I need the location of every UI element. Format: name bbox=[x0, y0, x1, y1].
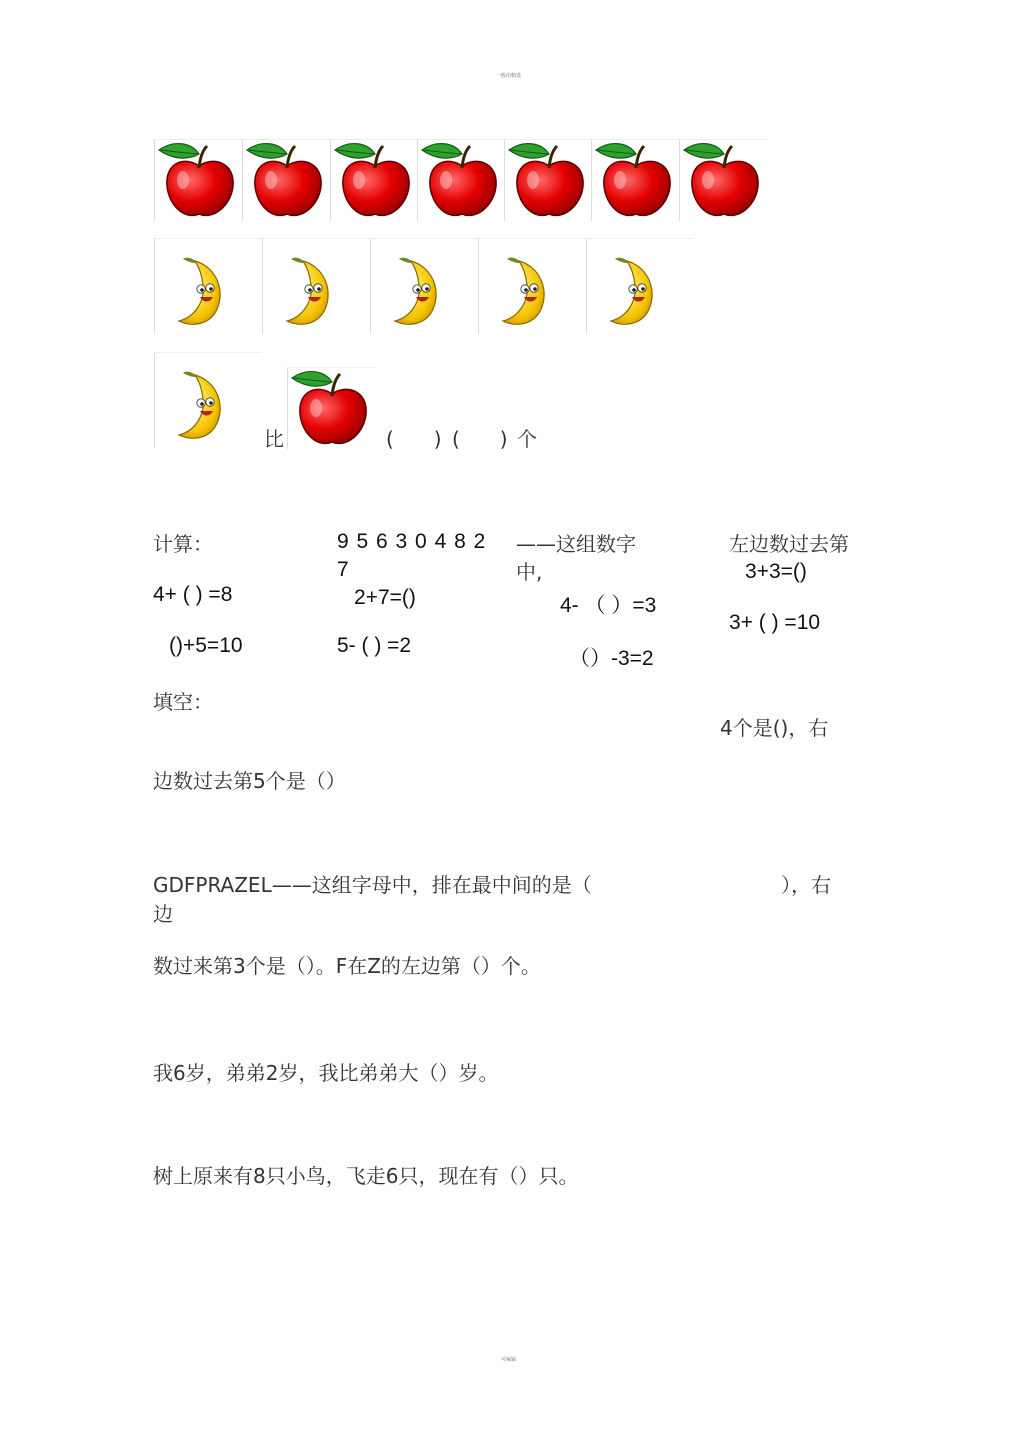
digits-line-1: 9 5 6 3 0 4 8 2 bbox=[337, 530, 487, 553]
banana-icon bbox=[262, 238, 370, 334]
banana-icon bbox=[478, 238, 586, 334]
apple-icon bbox=[154, 139, 242, 221]
apple-icon bbox=[330, 139, 418, 221]
equation-5: ()+5=10 bbox=[169, 634, 243, 657]
equation-4: 3+3=() bbox=[745, 560, 807, 583]
apple-icon bbox=[679, 139, 767, 221]
banana-icon bbox=[370, 238, 478, 334]
compare-blank-1: ( ) bbox=[386, 427, 442, 451]
banana-icon bbox=[154, 238, 262, 334]
apple-icon bbox=[417, 139, 505, 221]
letters-question-wrap: 边 bbox=[153, 902, 173, 926]
compare-apple-icon bbox=[287, 367, 375, 449]
compare-word: 比 bbox=[264, 427, 284, 451]
fill-line-continued: 边数过去第5个是（） bbox=[153, 769, 346, 793]
banana-icon bbox=[586, 238, 694, 334]
equation-7: （）-3=2 bbox=[569, 647, 654, 670]
apple-icon bbox=[242, 139, 330, 221]
fill-right-text: 4个是()，右 bbox=[720, 716, 829, 740]
digits-phrase-3: 左边数过去第 bbox=[729, 532, 849, 556]
compare-banana-icon bbox=[154, 352, 262, 448]
header-caption: 一般用精选 bbox=[496, 73, 522, 79]
letters-question-close: ），右 bbox=[781, 873, 831, 897]
letters-question-line-2: 数过来第3个是（）。F在Z的左边第（）个。 bbox=[153, 954, 541, 978]
digits-phrase-2: 中, bbox=[516, 560, 543, 584]
digits-phrase-1: ——这组数字 bbox=[516, 532, 636, 556]
age-question: 我6岁，弟弟2岁，我比弟弟大（）岁。 bbox=[153, 1061, 499, 1085]
equation-2: 2+7=() bbox=[354, 586, 416, 609]
footer-caption: 可编辑 bbox=[501, 1357, 517, 1363]
equation-3: 4- （ ）=3 bbox=[560, 594, 657, 617]
compare-unit: 个 bbox=[517, 427, 537, 451]
calc-label: 计算： bbox=[153, 532, 213, 556]
compare-blank-2: ( ) bbox=[452, 427, 508, 451]
letters-question: GDFPRAZEL——这组字母中，排在最中间的是（ bbox=[153, 873, 592, 897]
equation-6: 5- ( ) =2 bbox=[337, 634, 412, 657]
equation-8: 3+ ( ) =10 bbox=[729, 611, 821, 634]
digits-line-2: 7 bbox=[337, 558, 349, 581]
bird-question: 树上原来有8只小鸟，飞走6只，现在有（）只。 bbox=[153, 1164, 579, 1188]
apple-icon bbox=[504, 139, 592, 221]
fill-label: 填空： bbox=[153, 690, 213, 714]
apple-icon bbox=[591, 139, 679, 221]
equation-1: 4+ ( ) =8 bbox=[153, 583, 233, 606]
